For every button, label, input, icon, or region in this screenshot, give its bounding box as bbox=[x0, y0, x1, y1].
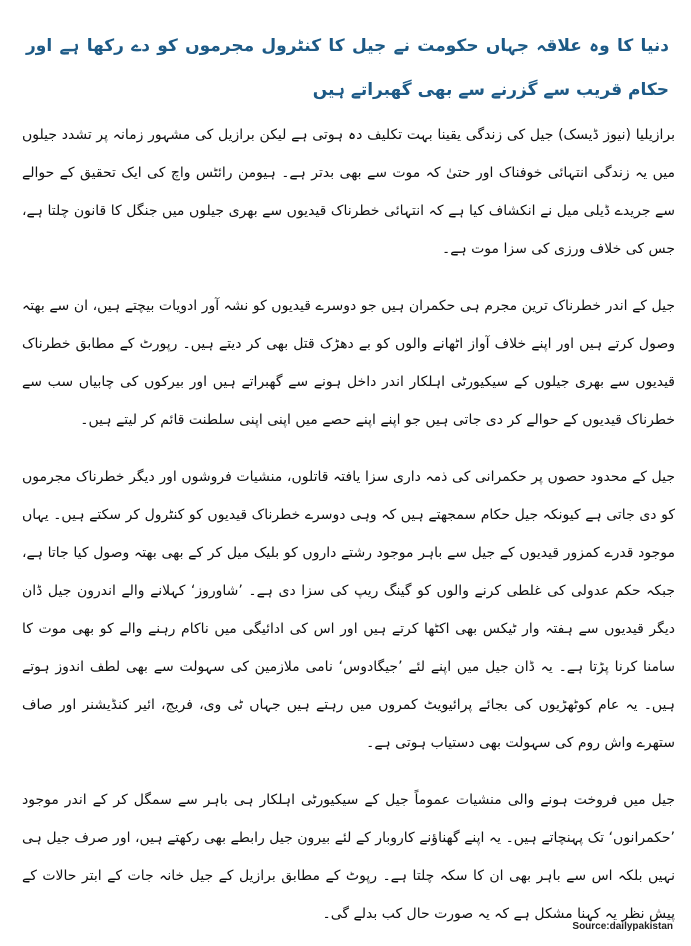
paragraph-2: جیل کے اندر خطرناک ترین مجرم ہی حکمران ہیں جو دوسرے قیدیوں کو نشہ آور ادویات بیچتے ہیں، ان سے بھتہ وصول کرتے ہیں اور اپنے خلاف آواز اٹھانے والوں کو بے دھڑک قتل بھی کر دیتے ہیں۔ رپورٹ کے مطابق خطرناک قیدیوں سے بھری جیلوں کے سیکیورٹی اہلکار اندر داخل ہونے سے گھبراتے ہیں اور بیرکوں کی چابیاں سب سے خطرناک قیدیوں کے حوالے کر دی جاتی ہیں جو اپنے اپنے حصے میں اپنی اپنی سلطنت قائم کر لیتے ہیں۔ bbox=[22, 298, 675, 428]
paragraph-4: جیل میں فروخت ہونے والی منشیات عموماً جیل کے سیکیورٹی اہلکار ہی باہر سے سمگل کر کے اندر موجود ’حکمرانوں‘ تک پہنچاتے ہیں۔ یہ اپنے گھناؤنے کاروبار کے لئے بیرون جیل رابطے بھی رکھتے ہیں، اور صرف جیل ہی نہیں بلکہ اس سے باہر بھی ان کا سکہ چلتا ہے۔ رپوٹ کے مطابق برازیل کے جیل خانہ جات کے ابتر حالات کے پیش نظر یہ کہنا مشکل ہے کہ یہ صورت حال کب بدلے گی۔ bbox=[22, 792, 675, 922]
source-credit: Source:dailypakistan bbox=[572, 921, 673, 932]
paragraph-3: جیل کے محدود حصوں پر حکمرانی کی ذمہ داری سزا یافتہ قاتلوں، منشیات فروشوں اور دیگر خطرناک مجرموں کو دی جاتی ہے کیونکہ جیل حکام سمجھتے ہیں کہ وہی دوسرے خطرناک قیدیوں کو کنٹرول کر سکتے ہیں۔ یہاں موجود قدرے کمزور قیدیوں کے جیل سے باہر موجود رشتے داروں کو بلیک میل کر کے بھی بھتہ وصول کیا جاتا ہے، جبکہ حکم عدولی کی غلطی کرنے والوں کو گینگ ریپ کی سزا دی ہے۔ ’شاوروز‘ کہلانے والے اندرون جیل ڈان دیگر قیدیوں سے ہفتہ وار ٹیکس بھی اکٹھا کرتے ہیں اور اس کی ادائیگی میں ناکام رہنے والے کو بھی موت کا سامنا کرنا پڑتا ہے۔ یہ ڈان جیل میں اپنے لئے ’جیگادوس‘ نامی ملازمین کی سہولت سے بھی لطف اندوز ہوتے ہیں۔ یہ عام کوٹھڑیوں کی بجائے پرائیویٹ کمروں میں رہتے ہیں جہاں ٹی وی، فریج، ائیر کنڈیشنر اور صاف ستھرے واش روم کی سہولت بھی دستیاب ہوتی ہے۔ bbox=[22, 469, 675, 751]
paragraph-1: برازیلیا (نیوز ڈیسک) جیل کی زندگی یقینا بہت تکلیف دہ ہوتی ہے لیکن برازیل کی مشہور زمانہ پر تشدد جیلوں میں یہ زندگی انتہائی خوفناک اور حتیٰ کہ موت سے بھی بدتر ہے۔ ہیومن رائٹس واچ کی ایک تحقیق کے حوالے سے جریدے ڈیلی میل نے انکشاف کیا ہے کہ انتہائی خطرناک قیدیوں سے بھری جیلوں میں جنگل کا قانون چلتا ہے، جس کی خلاف ورزی کی سزا موت ہے۔ bbox=[22, 127, 675, 257]
headline: دنیا کا وہ علاقہ جہاں حکومت نے جیل کا کنٹرول مجرموں کو دے رکھا ہے اور حکام قریب سے گزرنے سے بھی گھبراتے ہیں bbox=[26, 36, 669, 100]
